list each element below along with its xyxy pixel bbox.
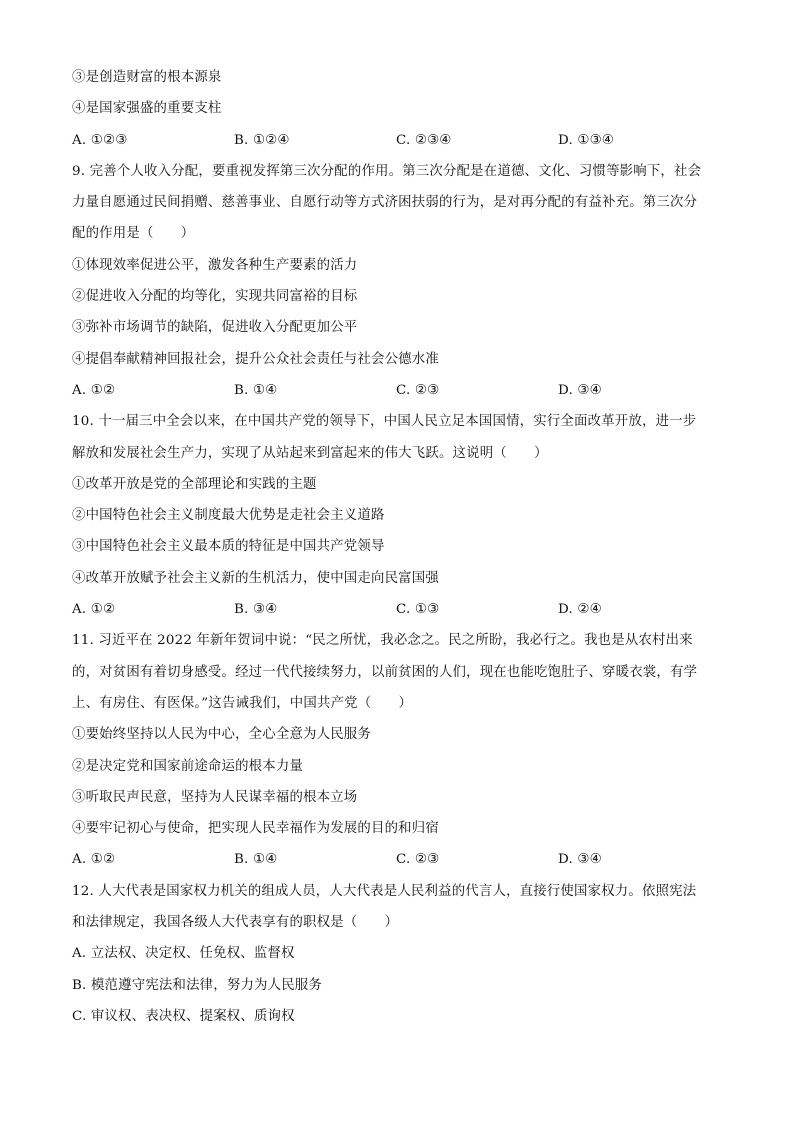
- option-row: [72, 125, 732, 156]
- exam-page: [72, 62, 732, 1032]
- statement: ③弥补市场调节的缺陷，促进收入分配更加公平: [72, 320, 358, 336]
- statement: ③听取民声民意，坚持为人民谋幸福的根本立场: [72, 789, 358, 805]
- statement: ①改革开放是党的全部理论和实践的主题: [72, 476, 317, 492]
- question-stem: 力量自愿通过民间捐赠、慈善事业、自愿行动等方式济困扶弱的行为，是对再分配的有益补充。第三次分: [72, 195, 698, 211]
- option-c: C. ②③: [396, 382, 440, 398]
- statement: ①体现效率促进公平，激发各种生产要素的活力: [72, 257, 358, 273]
- question-stem: 和法律规定，我国各级人大代表享有的职权是（ ）: [72, 915, 399, 931]
- option-c: C. ②③④: [396, 132, 452, 148]
- option-a: A. ①②: [72, 852, 116, 868]
- statement: ④是国家强盛的重要支柱: [72, 101, 222, 117]
- statement: ②是决定党和国家前途命运的根本力量: [72, 758, 304, 774]
- option-b: B. ③④: [234, 602, 278, 618]
- statement: ④要牢记初心与使命，把实现人民幸福作为发展的目的和归宿: [72, 821, 439, 837]
- option-b: B. ①④: [234, 382, 278, 398]
- option-row: [72, 375, 732, 406]
- question-stem: 解放和发展社会生产力，实现了从站起来到富起来的伟大飞跃。这说明（ ）: [72, 445, 548, 461]
- option-row: [72, 844, 732, 875]
- option-d: D. ②④: [558, 602, 602, 618]
- statement: ①要始终坚持以人民为中心，全心全意为人民服务: [72, 727, 371, 743]
- option-b: B. ①④: [234, 852, 278, 868]
- question-stem: 12. 人大代表是国家权力机关的组成人员，人大代表是人民利益的代言人，直接行使国家权力。依照宪法: [72, 883, 697, 899]
- question-stem: 9. 完善个人收入分配，要重视发挥第三次分配的作用。第三次分配是在道德、文化、习惯等影响下，社会: [72, 163, 702, 179]
- option-a: A. ①②: [72, 382, 116, 398]
- question-stem: 10. 十一届三中全会以来，在中国共产党的领导下，中国人民立足本国国情，实行全面改革开放，进一步: [72, 414, 697, 430]
- question-stem: 上、有房住、有医保。”这告诫我们，中国共产党（ ）: [72, 695, 413, 711]
- statement: ②中国特色社会主义制度最大优势是走社会主义道路: [72, 508, 385, 524]
- option-a: A. ①②③: [72, 132, 128, 148]
- question-stem: 的，对贫困有着切身感受。经过一代代接续努力，以前贫困的人们，现在也能吃饱肚子、穿暖衣裳，有学: [72, 664, 698, 680]
- statement: ③是创造财富的根本源泉: [72, 70, 222, 85]
- question-stem: 配的作用是（ ）: [72, 226, 195, 242]
- option-b: B. ①②④: [234, 132, 290, 148]
- option-c: C. ②③: [396, 852, 440, 868]
- statement: ④改革开放赋予社会主义新的生机活力，使中国走向民富国强: [72, 570, 439, 586]
- statement: ③中国特色社会主义最本质的特征是中国共产党领导: [72, 539, 385, 555]
- option-c: C. 审议权、表决权、提案权、质询权: [72, 1008, 295, 1024]
- option-row: [72, 594, 732, 625]
- option-a: A. 立法权、决定权、任免权、监督权: [72, 946, 295, 962]
- option-a: A. ①②: [72, 602, 116, 618]
- statement: ②促进收入分配的均等化，实现共同富裕的目标: [72, 289, 358, 305]
- statement: ④提倡奉献精神回报社会，提升公众社会责任与社会公德水准: [72, 351, 439, 367]
- option-d: D. ③④: [558, 852, 602, 868]
- option-d: D. ①③④: [558, 132, 614, 148]
- option-d: D. ③④: [558, 382, 602, 398]
- question-stem: 11. 习近平在 2022 年新年贺词中说：“民之所忧，我必念之。民之所盼，我必行之。我也是从农村出来: [72, 633, 693, 649]
- option-b: B. 模范遵守宪法和法律，努力为人民服务: [72, 977, 322, 993]
- option-c: C. ①③: [396, 602, 440, 618]
